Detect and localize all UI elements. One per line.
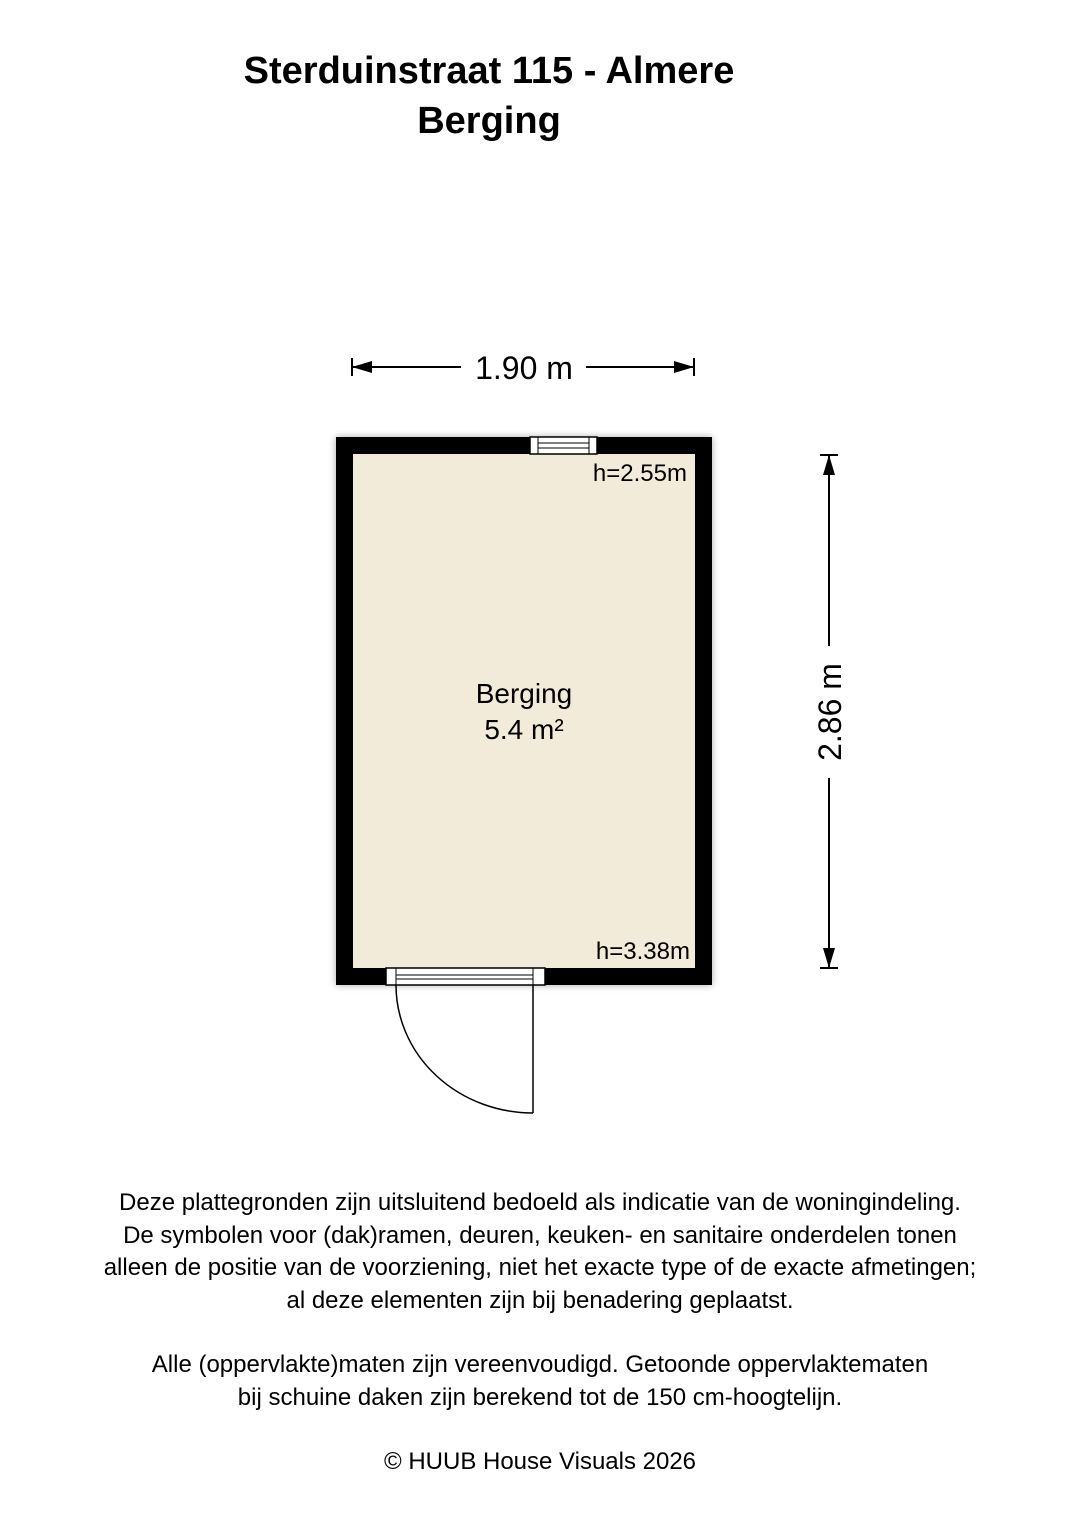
disclaimer-line: bij schuine daken zijn berekend tot de 150 cm-hoogtelijn. [237, 1383, 843, 1411]
copyright-notice: © HUUB House Visuals 2026 [383, 1448, 697, 1475]
room-name: Berging [475, 678, 573, 709]
arrow-left-icon [352, 361, 372, 373]
ceiling-height-top: h=2.55m [592, 460, 687, 487]
height-dimension [812, 455, 848, 968]
door-swing-arc [396, 985, 533, 1113]
door [386, 968, 545, 1113]
disclaimer-line: alleen de positie van de voorziening, niet het exacte type of de exacte afmetingen; [103, 1254, 977, 1281]
disclaimer-line: Alle (oppervlakte)maten zijn vereenvoudigd. Getoonde oppervlaktematen [151, 1351, 929, 1378]
width-dimension [352, 350, 694, 386]
arrow-right-icon [674, 361, 694, 373]
disclaimer-paragraph-2 [0, 1349, 1080, 1414]
plan-title-floor: Berging [417, 100, 561, 142]
arrow-up-icon [823, 455, 835, 475]
room-floor [353, 454, 695, 968]
arrow-down-icon [823, 948, 835, 968]
disclaimer-line: al deze elementen zijn bij benadering geplaatst. [286, 1286, 794, 1314]
height-dimension-label: 2.86 m [812, 663, 848, 761]
ceiling-height-bottom: h=3.38m [595, 938, 690, 965]
disclaimer-line: Deze plattegronden zijn uitsluitend bedoeld als indicatie van de woningindeling. [119, 1189, 961, 1216]
window [530, 437, 597, 454]
plan-title-address: Sterduinstraat 115 - Almere [243, 50, 735, 92]
room-area: 5.4 m² [484, 714, 564, 745]
width-dimension-label: 1.90 m [475, 350, 573, 386]
disclaimer-paragraph-1 [0, 1187, 1080, 1317]
disclaimer-line: De symbolen voor (dak)ramen, deuren, keuken- en sanitaire onderdelen tonen [123, 1221, 957, 1249]
